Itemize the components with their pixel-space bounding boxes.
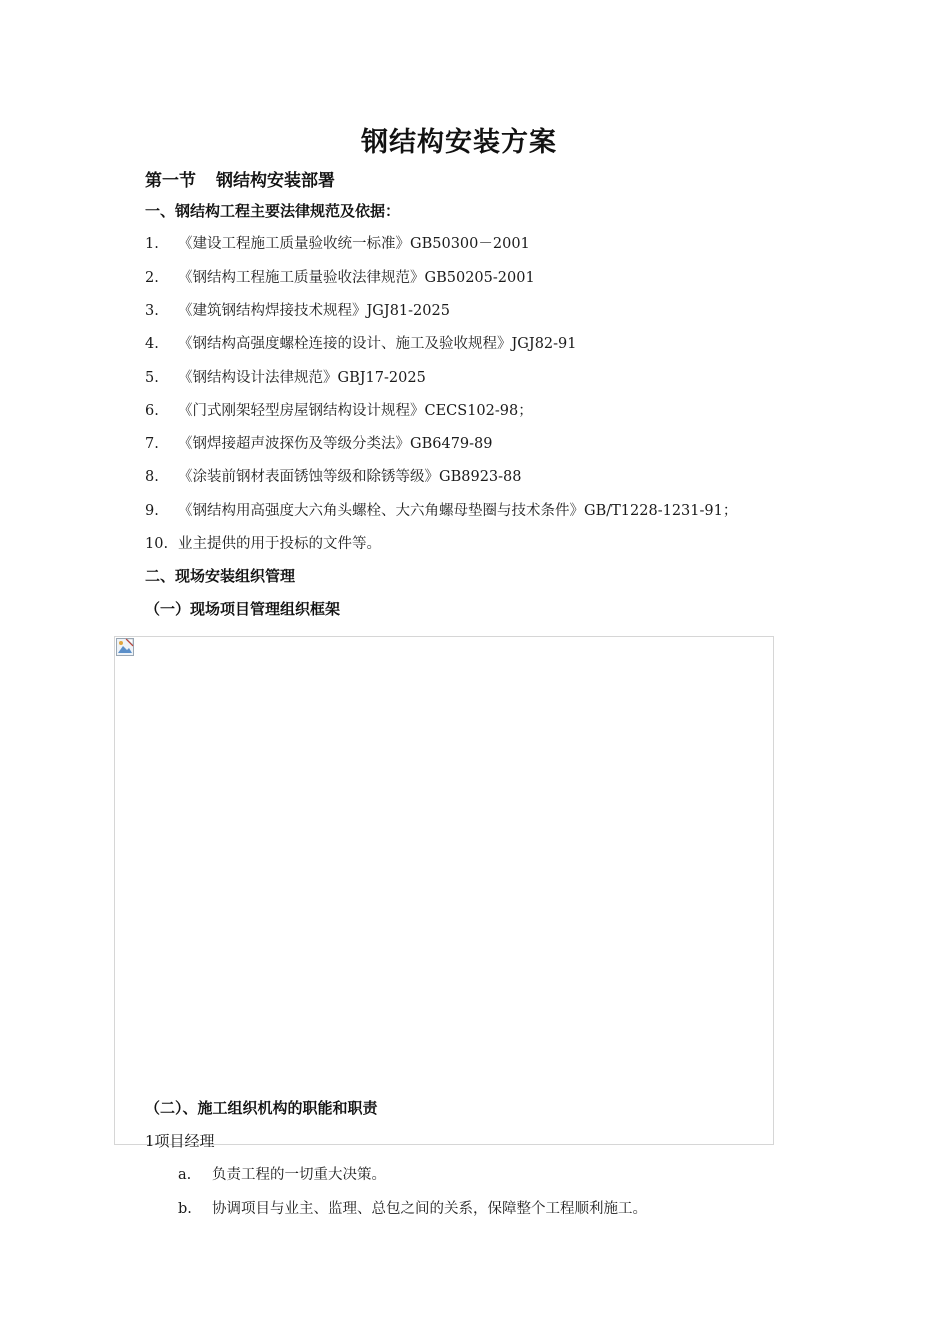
reference-item	[145, 299, 450, 320]
role-heading: 1项目经理	[145, 1132, 215, 1150]
reference-item	[145, 332, 577, 353]
duty-text: 负责工程的一切重大决策。	[212, 1167, 386, 1183]
reference-text: 《建设工程施工质量验收统一标准》GB50300－2001	[178, 236, 530, 252]
section-label: 第一节	[145, 171, 196, 191]
reference-number: 5.	[145, 370, 159, 386]
reference-text: 《建筑钢结构焊接技术规程》JGJ81-2025	[178, 303, 450, 319]
reference-text: 《门式刚架轻型房屋钢结构设计规程》CECS102-98；	[178, 403, 533, 419]
reference-item	[145, 532, 381, 553]
heading-org-duties: （二）、施工组织机构的职能和职责	[145, 1099, 378, 1117]
reference-item	[145, 465, 522, 486]
duty-number: b.	[178, 1201, 192, 1217]
heading-org-framework: （一）现场项目管理组织框架	[145, 600, 341, 618]
document-title: 钢结构安装方案	[361, 127, 557, 158]
org-chart-image-placeholder	[114, 636, 774, 1145]
reference-text: 业主提供的用于投标的文件等。	[178, 536, 381, 552]
reference-text: 《钢结构设计法律规范》GBJ17-2025	[178, 370, 426, 386]
reference-number: 10.	[145, 536, 169, 552]
reference-number: 2.	[145, 270, 159, 286]
reference-item	[145, 232, 530, 253]
section-name: 钢结构安装部署	[216, 171, 335, 191]
reference-item	[145, 432, 493, 453]
reference-number: 3.	[145, 303, 159, 319]
reference-text: 《钢结构高强度螺栓连接的设计、施工及验收规程》JGJ82-91	[178, 336, 577, 352]
duty-item	[178, 1197, 647, 1218]
reference-text: 《钢焊接超声波探伤及等级分类法》GB6479-89	[178, 436, 493, 452]
reference-item	[145, 366, 426, 387]
reference-item	[145, 499, 737, 520]
reference-number: 6.	[145, 403, 159, 419]
reference-number: 4.	[145, 336, 159, 352]
reference-number: 7.	[145, 436, 159, 452]
heading-regulations: 一、钢结构工程主要法律规范及依据：	[145, 202, 401, 220]
reference-item	[145, 266, 535, 287]
reference-text: 《钢结构用高强度大六角头螺栓、大六角螺母垫圈与技术条件》GB/T1228-1231-91；	[178, 503, 738, 519]
heading-site-management: 二、现场安装组织管理	[145, 567, 296, 585]
reference-number: 1.	[145, 236, 159, 252]
reference-text: 《涂装前钢材表面锈蚀等级和除锈等级》GB8923-88	[178, 469, 522, 485]
duty-number: a.	[178, 1167, 192, 1183]
duty-text: 协调项目与业主、监理、总包之间的关系，保障整个工程顺利施工。	[212, 1201, 647, 1217]
section-heading	[145, 166, 335, 191]
duty-item	[178, 1163, 386, 1184]
broken-image-icon	[116, 638, 134, 656]
reference-number: 8.	[145, 469, 159, 485]
reference-number: 9.	[145, 503, 159, 519]
reference-item	[145, 399, 533, 420]
reference-text: 《钢结构工程施工质量验收法律规范》GB50205-2001	[178, 270, 535, 286]
